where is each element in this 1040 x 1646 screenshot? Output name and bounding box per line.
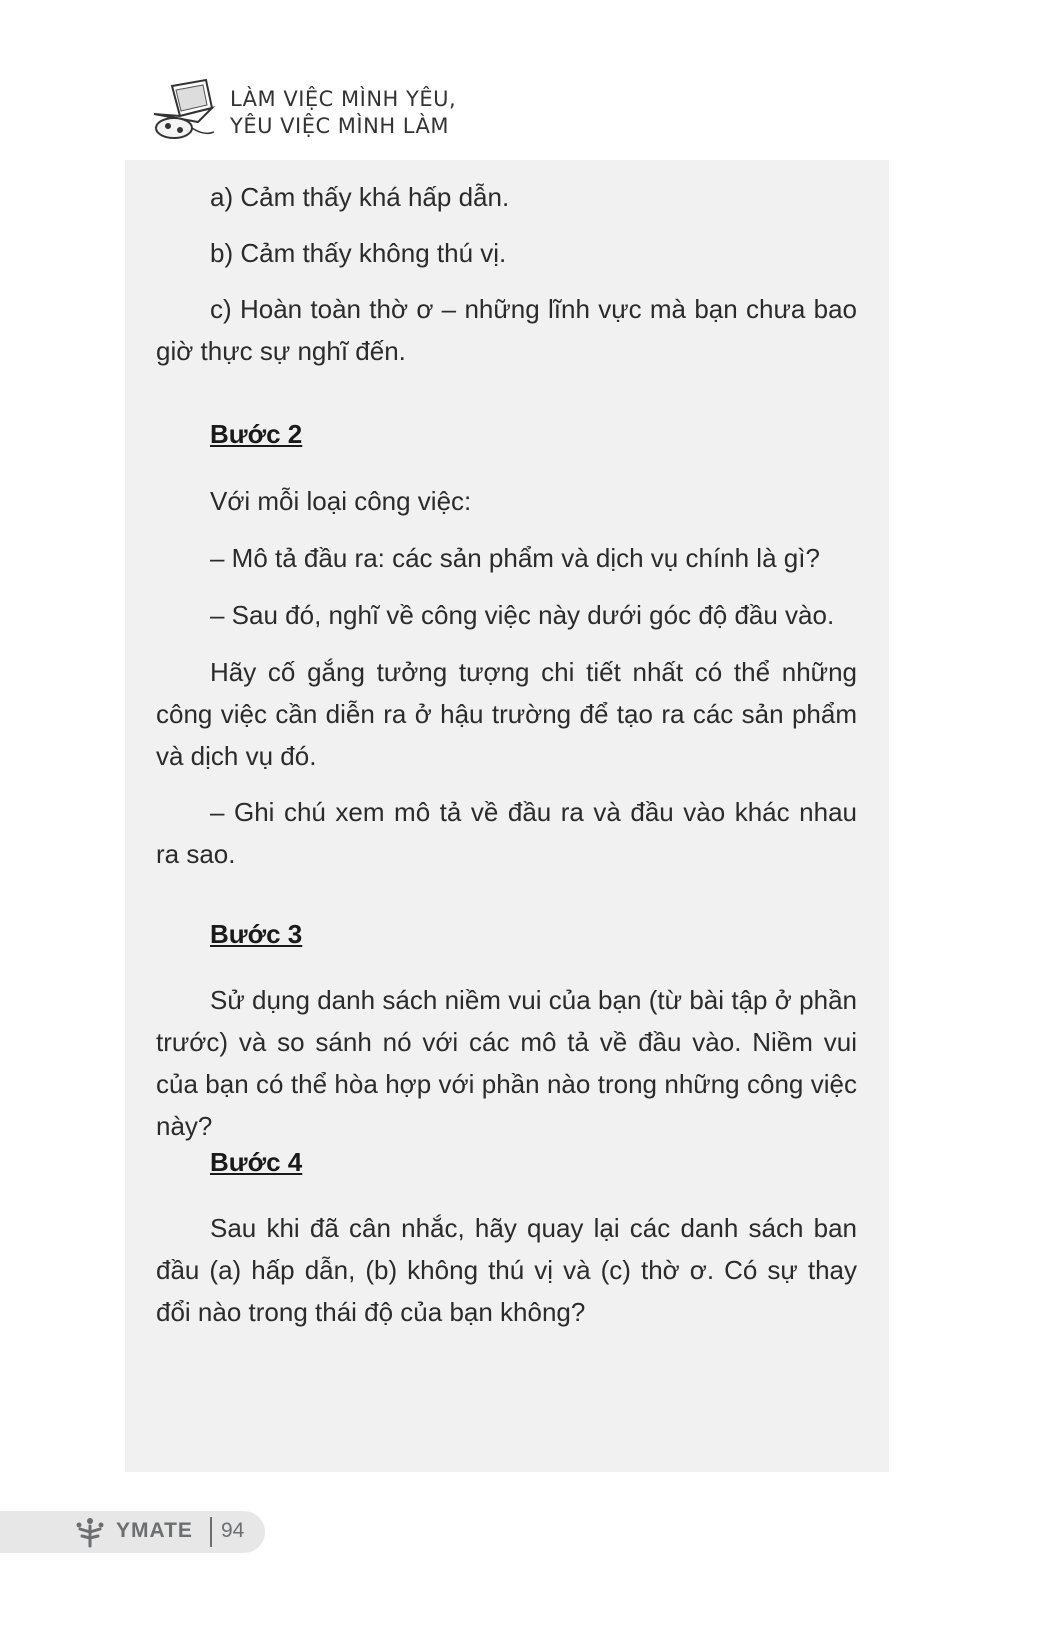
step3-heading: Bước 3: [210, 919, 303, 949]
footer-divider: [210, 1517, 212, 1547]
step2-intro: Với mỗi loại công việc:: [210, 486, 472, 516]
laptop-mouse-icon: [150, 78, 220, 144]
step4-paragraph: Sau khi đã cân nhắc, hãy quay lại các danh sách ban đầu (a) hấp dẫn, (b) không thú vị và (c) thờ ơ. Có sự thay đổi nào trong thái độ của bạn không?: [156, 1213, 857, 1327]
step2-paragraph: Hãy cố gắng tưởng tượng chi tiết nhất có thể những công việc cần diễn ra ở hậu trường để tạo ra các sản phẩm và dịch vụ đó.: [156, 657, 857, 771]
step4-heading: Bước 4: [210, 1147, 303, 1177]
book-title-line1: LÀM VIỆC MÌNH YÊU,: [230, 87, 457, 111]
step2-item2: – Sau đó, nghĩ về công việc này dưới góc độ đầu vào.: [210, 600, 835, 630]
step2-item3: – Ghi chú xem mô tả về đầu ra và đầu vào khác nhau ra sao.: [156, 797, 857, 869]
option-c: c) Hoàn toàn thờ ơ – những lĩnh vực mà bạn chưa bao giờ thực sự nghĩ đến.: [156, 294, 857, 366]
footer-brand: YMATE: [116, 1519, 193, 1542]
page-header: [150, 78, 457, 148]
ymate-logo-icon: [74, 1516, 106, 1548]
book-title: [230, 86, 456, 140]
page-number: 94: [221, 1519, 245, 1542]
option-a: a) Cảm thấy khá hấp dẫn.: [210, 182, 510, 212]
step3-paragraph: Sử dụng danh sách niềm vui của bạn (từ bài tập ở phần trước) và so sánh nó với các mô tả về đầu vào. Niềm vui của bạn có thể hòa hợp với phần nào trong những công việc này?: [156, 985, 857, 1141]
step2-heading: Bước 2: [210, 419, 303, 449]
step2-item1: – Mô tả đầu ra: các sản phẩm và dịch vụ chính là gì?: [210, 543, 820, 573]
book-title-line2: YÊU VIỆC MÌNH LÀM: [230, 114, 449, 138]
option-b: b) Cảm thấy không thú vị.: [210, 238, 507, 268]
